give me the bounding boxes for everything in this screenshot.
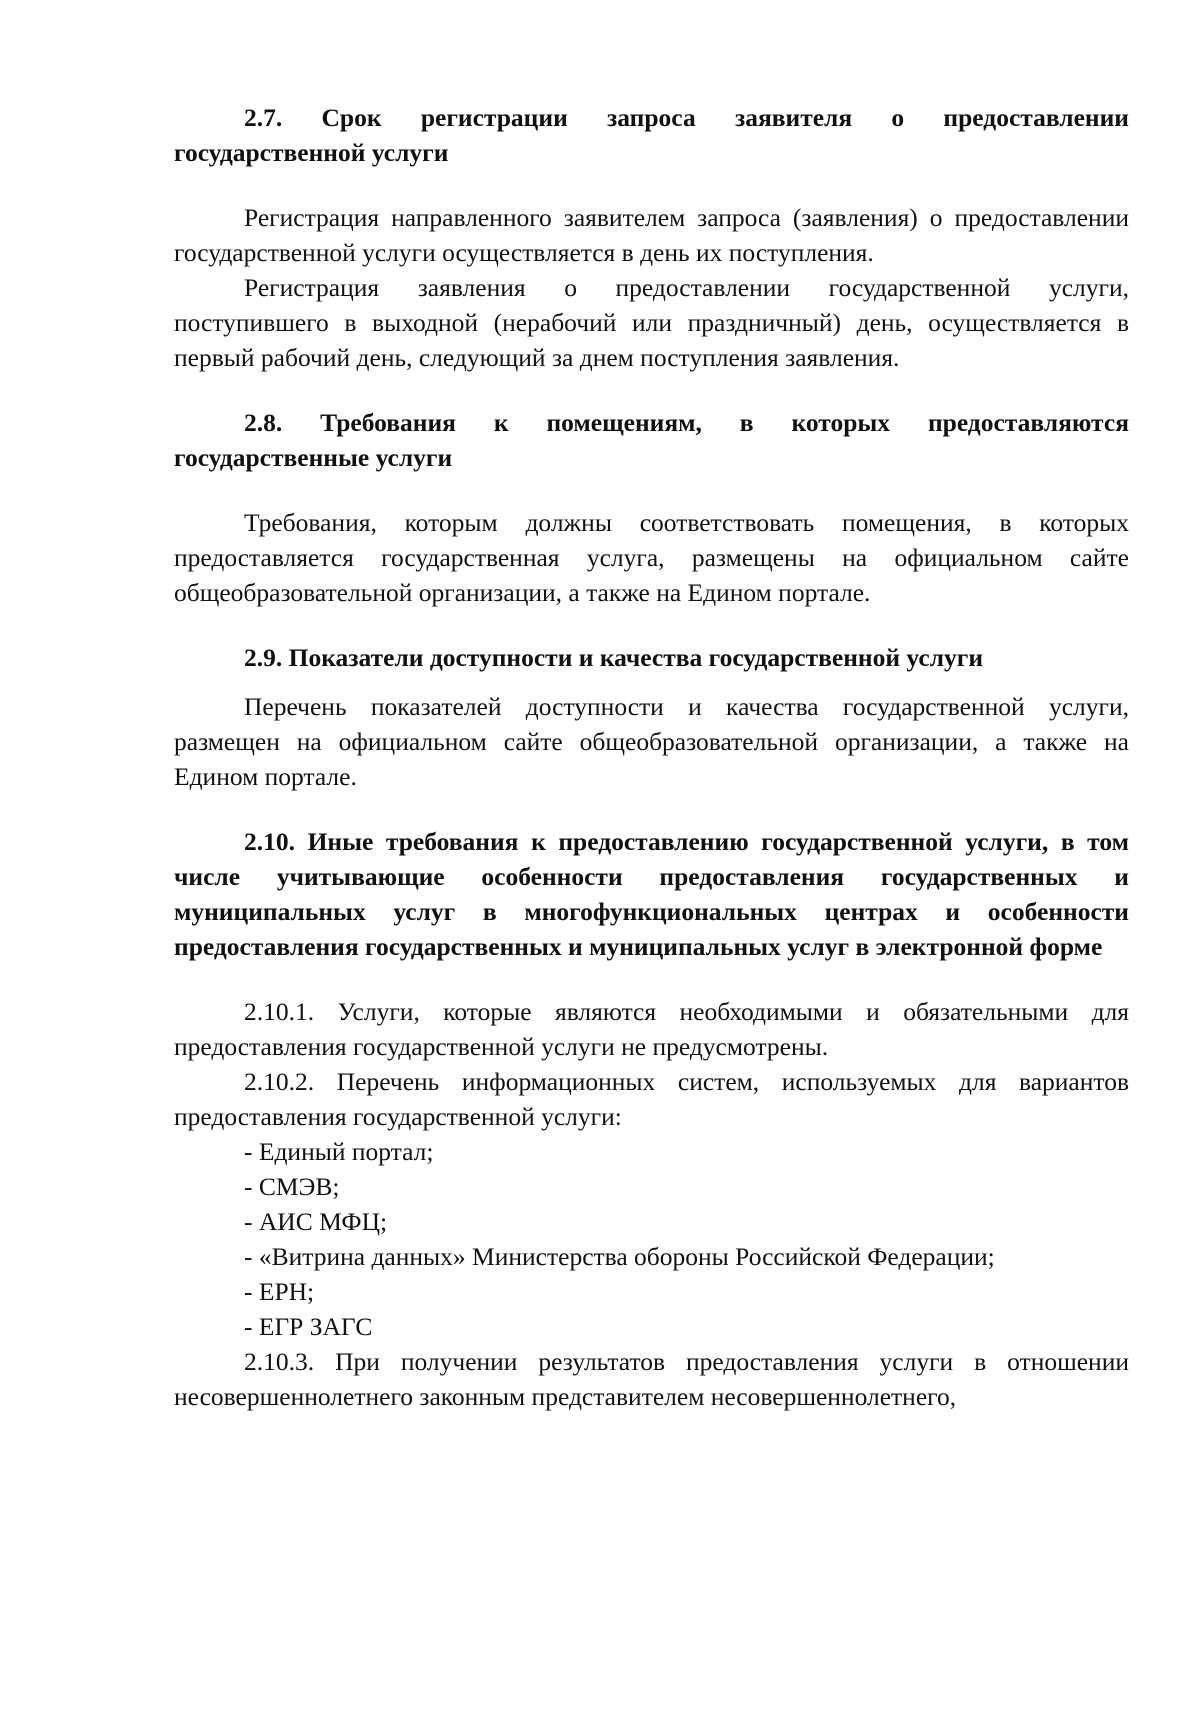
document-page bbox=[174, 100, 1129, 1414]
list-item: - «Витрина данных» Министерства обороны Российской Федерации; bbox=[244, 1242, 995, 1271]
paragraph-2-8-1: Требования, которым должны соответствовать помещения, в которых предоставляется государственная услуга, размещены на официальном сайте общеобразовательной организации, а также на Едином портале. bbox=[174, 508, 1129, 607]
paragraph-2-10-3: 2.10.3. При получении результатов предоставления услуги в отношении несовершеннолетнего законным представителем несовершеннолетнего, bbox=[174, 1347, 1129, 1411]
section-heading-2-10: 2.10. Иные требования к предоставлению государственной услуги, в том числе учитывающие особенности предоставления государственных и муниципальных услуг в многофункциональных центрах и особенности предоставления государственных и муниципальных услуг в электронной форме bbox=[174, 827, 1129, 961]
list-item: - СМЭВ; bbox=[244, 1172, 340, 1201]
list-item: - Единый портал; bbox=[244, 1137, 434, 1166]
list-item: - ЕГР ЗАГС bbox=[244, 1312, 373, 1341]
information-systems-list bbox=[174, 1134, 1129, 1344]
section-heading-2-9: 2.9. Показатели доступности и качества государственной услуги bbox=[244, 643, 984, 672]
paragraph-2-10-1: 2.10.1. Услуги, которые являются необходимыми и обязательными для предоставления государственной услуги не предусмотрены. bbox=[174, 997, 1129, 1061]
list-item: - ЕРН; bbox=[244, 1277, 315, 1306]
list-item: - АИС МФЦ; bbox=[244, 1207, 388, 1236]
section-heading-2-8: 2.8. Требования к помещениям, в которых предоставляются государственные услуги bbox=[174, 408, 1129, 472]
paragraph-2-10-2: 2.10.2. Перечень информационных систем, используемых для вариантов предоставления государственной услуги: bbox=[174, 1067, 1129, 1131]
paragraph-2-9-1: Перечень показателей доступности и качества государственной услуги, размещен на официальном сайте общеобразовательной организации, а также на Едином портале. bbox=[174, 692, 1129, 791]
section-heading-2-7: 2.7. Срок регистрации запроса заявителя о предоставлении государственной услуги bbox=[174, 103, 1129, 167]
paragraph-2-7-1: Регистрация направленного заявителем запроса (заявления) о предоставлении государственной услуги осуществляется в день их поступления. bbox=[174, 203, 1129, 267]
paragraph-2-7-2: Регистрация заявления о предоставлении государственной услуги, поступившего в выходной (нерабочий или праздничный) день, осуществляется в первый рабочий день, следующий за днем поступления заявления. bbox=[174, 273, 1129, 372]
